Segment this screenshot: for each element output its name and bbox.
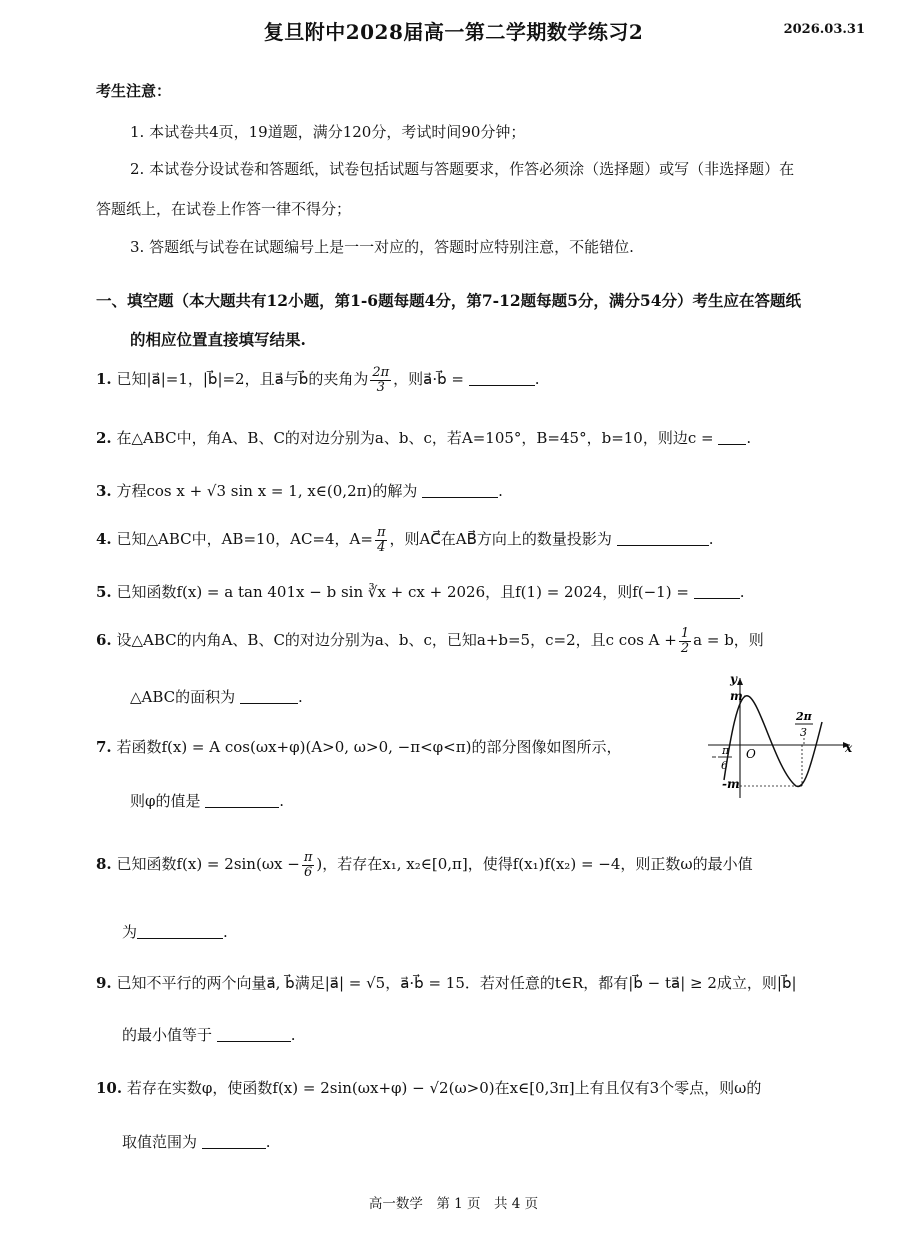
neg-pi-6-num: π [722,744,730,757]
question-number: 4. [96,530,112,549]
fraction: $\frac{2\pi}{3}$ [372,365,390,395]
question-10-cont: 取值范围为 . [122,1133,271,1151]
question-number: 1. [96,370,112,389]
fraction: $\frac{1}{2}$ [680,626,690,656]
question-number: 5. [96,583,112,601]
question-5: 5. 已知函数f(x) = a tan 401x − b sin ∛x + cx + 2026，且f(1) = 2024，则f(−1) = . [96,583,745,601]
y-axis-label: y [730,672,737,686]
question-number: 2. [96,429,112,447]
answer-blank[interactable] [217,1027,291,1042]
fraction: $\frac{\pi}{4}$ [376,525,386,555]
fraction: $\frac{\pi}{6}$ [303,850,313,880]
question-text: )，若存在x₁, x₂∈[0,π]，使得f(x₁)f(x₂) = −4，则正数ω的最小值 [316,855,753,874]
question-7 [96,736,621,757]
neg-m-label: -m [722,777,740,791]
question-number: 3. [96,482,112,500]
question-4: 4. 已知△ABC中，AB=10，AC=4，A= $\frac{\pi}{4}$ ，则AC⃗在AB⃗方向上的数量投影为 . [96,525,714,555]
answer-blank[interactable] [422,483,498,498]
question-text: ，则AC⃗在AB⃗方向上的数量投影为 [389,530,612,549]
question-text: 已知函数f(x) = a tan 401x − b sin ∛x + cx + 2026，且f(1) = 2024，则f(−1) = [116,583,689,601]
question-text: 在△ABC中，角A、B、C的对边分别为a、b、c，若A=105°，B=45°，b=10，则边c = [116,429,714,447]
exam-date: 2026.03.31 [783,22,865,37]
notice-heading: 考生注意： [96,82,172,100]
question-text: 的最小值等于 [122,1026,213,1044]
question-text: 为 [122,923,138,941]
question-3: 3. 方程cos x + √3 sin x = 1, x∈(0,2π)的解为 . [96,482,503,500]
question-text: 取值范围为 [122,1133,198,1151]
question-text: 已知|a⃗|=1，|b⃗|=2，且a⃗与b⃗的夹角为 [116,370,369,389]
question-6 [96,627,764,655]
section-heading-cont: 的相应位置直接填写结果. [130,330,306,349]
question-2: 2. 在△ABC中，角A、B、C的对边分别为a、b、c，若A=105°，B=45°，b=10，则边c = . [96,429,752,447]
question-1: 1. 已知|a⃗|=1，|b⃗|=2，且a⃗与b⃗的夹角为 $\frac{2\pi}{3}$ ，则a⃗·b⃗ = . [96,365,540,395]
x-axis-label: x [845,741,853,755]
page-title: 复旦附中2028届高一第二学期数学练习2 [263,20,644,44]
question-text: 则φ的值是 [130,792,201,810]
question-8-cont: 为 . [122,923,228,941]
y-axis-arrow [737,678,743,685]
question-text: 已知函数f(x) = 2sin(ωx − [116,855,300,874]
origin-label: O [746,747,756,761]
answer-blank[interactable] [718,430,746,445]
neg-pi-6-den: 6 [721,759,728,772]
question-9-cont: 的最小值等于 . [122,1026,296,1044]
question-text: a = b，则 [693,631,764,650]
notice-item-2: 2. 本试卷分设试卷和答题纸，试卷包括试题与答题要求，作答必须涂（选择题）或写（非选择题）在 [130,160,795,178]
question-text: 已知△ABC中，AB=10，AC=4，A= [116,530,373,549]
answer-blank[interactable] [469,371,535,386]
two-pi-3-den: 3 [800,726,807,739]
page-footer: 高一数学 第 1 页 共 4 页 [368,1196,539,1212]
notice-item-3: 3. 答题纸与试卷在试题编号上是一一对应的，答题时应特别注意，不能错位. [130,238,634,256]
question-7-cont: 则φ的值是 . [130,792,285,810]
answer-blank[interactable] [202,1134,266,1149]
question-text: 已知不平行的两个向量a⃗, b⃗满足|a⃗| = √5，a⃗·b⃗ = 15．若对任意的t∈R，都有|b⃗ − ta⃗| ≥ 2成立，则|b⃗| [116,974,797,992]
question-number: 6. [96,631,112,650]
question-8 [96,851,753,879]
question-number: 7. [96,738,112,756]
question-6-cont: △ABC的面积为 . [130,688,303,706]
question-text: 若存在实数φ，使函数f(x) = 2sin(ωx+φ) − √2(ω>0)在x∈[0,3π]上有且仅有3个零点，则ω的 [126,1079,762,1097]
answer-blank[interactable] [617,531,709,546]
answer-blank[interactable] [240,689,298,704]
question-9 [96,972,797,993]
notice-item-2-cont: 答题纸上，在试卷上作答一律不得分； [96,200,352,218]
question-text: 设△ABC的内角A、B、C的对边分别为a、b、c，已知a+b=5，c=2，且c cos A + [116,631,677,650]
question-text: 若函数f(x) = A cos(ωx+φ)(A>0, ω>0, −π<φ<π)的部分图像如图所示， [116,738,622,756]
two-pi-3-num: 2π [796,710,812,723]
cosine-graph [700,670,860,805]
question-text: 方程cos x + √3 sin x = 1, x∈(0,2π)的解为 [116,482,418,500]
question-number: 9. [96,974,112,992]
answer-blank[interactable] [205,793,279,808]
m-label: m [730,689,743,703]
question-text: ，则a⃗·b⃗ = [393,370,464,389]
question-text: △ABC的面积为 [130,688,236,706]
answer-blank[interactable] [694,584,740,599]
question-10 [96,1077,761,1098]
section-heading: 一、填空题（本大题共有12小题，第1-6题每题4分，第7-12题每题5分，满分54分）考生应在答题纸 [96,291,802,310]
notice-item-1: 1. 本试卷共4页，19道题，满分120分，考试时间90分钟； [130,123,526,141]
answer-blank[interactable] [137,924,223,939]
question-number: 8. [96,855,112,874]
question-number: 10. [96,1079,123,1097]
